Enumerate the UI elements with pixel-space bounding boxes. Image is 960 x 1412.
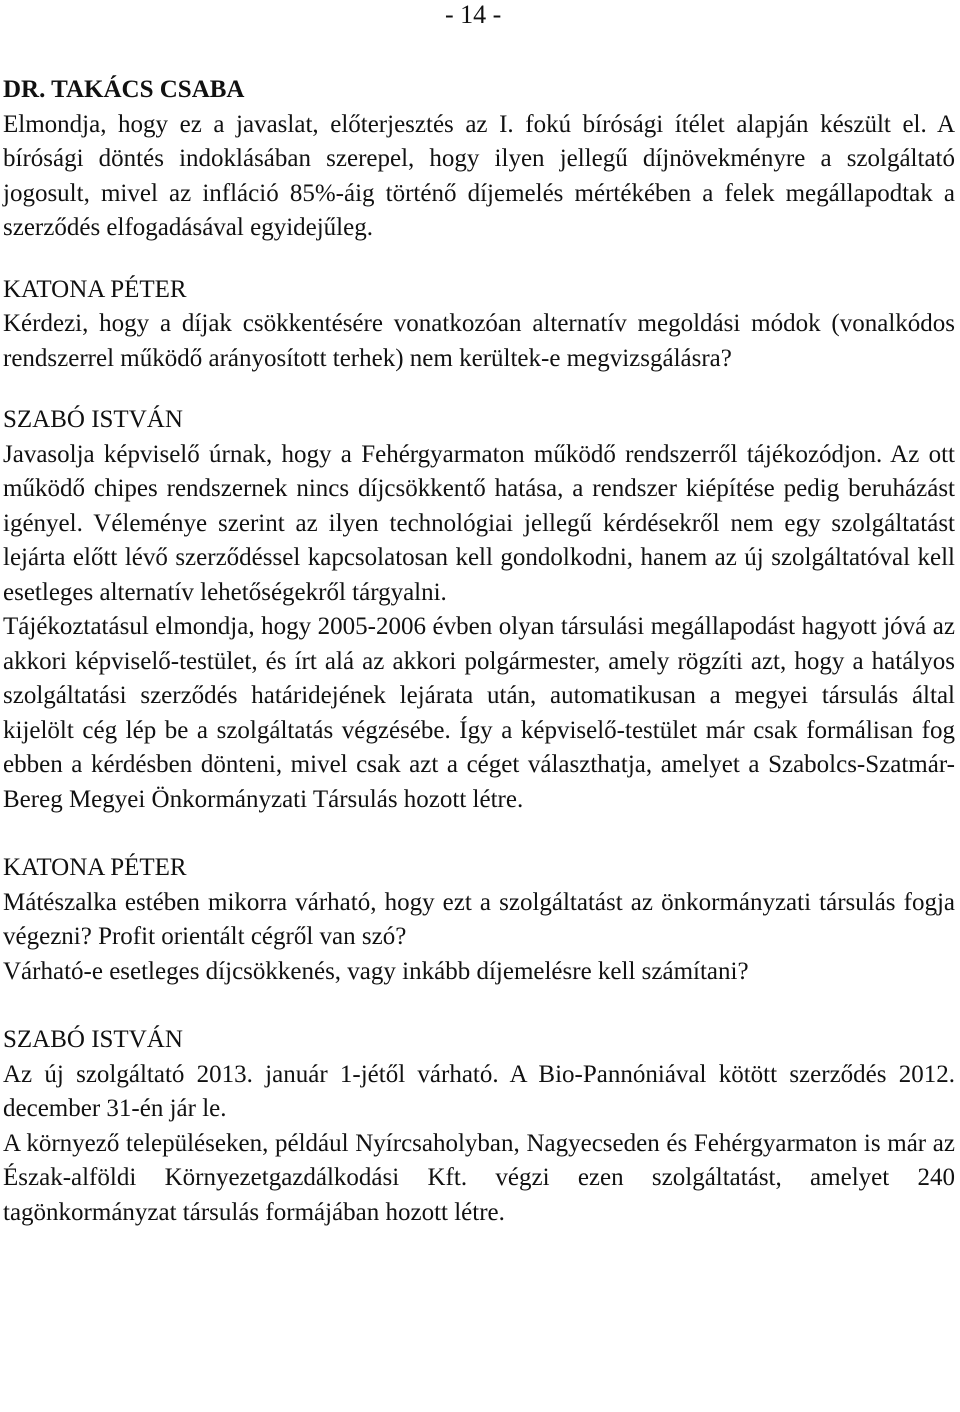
speaker-name: KATONA PÉTER — [3, 854, 187, 881]
speaker-name: SZABÓ ISTVÁN — [3, 406, 183, 433]
speech-block-takacs — [3, 73, 955, 246]
speech-paragraph: A környező településeken, például Nyírcsaholyban, Nagyecseden és Fehérgyarmaton is már az Észak-alföldi Környezetgazdálkodási Kft. végzi ezen szolgáltatást, amelyet 240 tagönkormányzat társulás formájában hozott létre. — [3, 1129, 955, 1226]
speaker-name: SZABÓ ISTVÁN — [3, 1026, 183, 1053]
page-number: - 14 - — [445, 0, 502, 29]
speaker-name: KATONA PÉTER — [3, 275, 187, 303]
speech-paragraph: Tájékoztatásul elmondja, hogy 2005-2006 évben olyan társulási megállapodást hagyott jóvá az akkori képviselő-testület, és írt alá az akkori polgármester, amely rögzíti azt, hogy a hatályos szolgáltatási szerződés határidejének lejárata után, automatikusan a megyei társulás által kijelölt cég lép be a szolgáltatás végzésébe. Így a képviselő-testület már csak formálisan fog ebben a kérdésben dönteni, mivel csak azt a céget választhatja, amelyet a Szabolcs-Szatmár-Bereg Megyei Önkormányzati Társulás hozott létre. — [3, 613, 955, 813]
speech-paragraph: Javasolja képviselő úrnak, hogy a Fehérgyarmaton működő rendszerről tájékozódjon. Az ott működő chipes rendszernek nincs díjcsökkentő hatása, a rendszer kiépítése pedig beruházást igényel. Véleménye szerint az ilyen technológiai jellegű kérdésekről nem egy szolgáltatást lejárta előtt lévő szerződéssel kapcsolatosan kell gondolkodni, hanem az új szolgáltatóval kell esetleges alternatív lehetőségekről tárgyalni. — [3, 440, 955, 606]
speech-paragraph: Mátészalka estében mikorra várható, hogy ezt a szolgáltatást az önkormányzati társulás fogja végezni? Profit orientált cégről van szó? — [3, 888, 955, 950]
speech-block-szabo-2 — [3, 1023, 955, 1230]
minutes-body — [3, 73, 955, 1230]
speech-block-katona-1 — [3, 273, 955, 377]
speech-paragraph: Az új szolgáltató 2013. január 1-jétől várható. A Bio-Pannóniával kötött szerződés 2012. december 31-én jár le. — [3, 1060, 955, 1122]
speech-paragraph: Várható-e esetleges díjcsökkenés, vagy inkább díjemelésre kell számítani? — [3, 957, 749, 985]
speech-block-szabo-1 — [3, 403, 955, 817]
speech-paragraph: Elmondja, hogy ez a javaslat, előterjesztés az I. fokú bírósági ítélet alapján készült el. A bírósági döntés indoklásában szerepel, hogy ilyen jellegű díjnövekményre a szolgáltató jogosult, mivel az infláció 85%-áig történő díjemelés mértékében a felek megállapodtak a szerződés elfogadásával egyidejűleg. — [3, 110, 955, 241]
speech-paragraph: Kérdezi, hogy a díjak csökkentésére vonatkozóan alternatív megoldási módok (vonalkódos rendszerrel működő arányosított terhek) nem kerültek-e megvizsgálásra? — [3, 310, 955, 372]
speaker-name: DR. TAKÁCS CSABA — [3, 76, 245, 103]
speech-block-katona-2 — [3, 851, 955, 989]
